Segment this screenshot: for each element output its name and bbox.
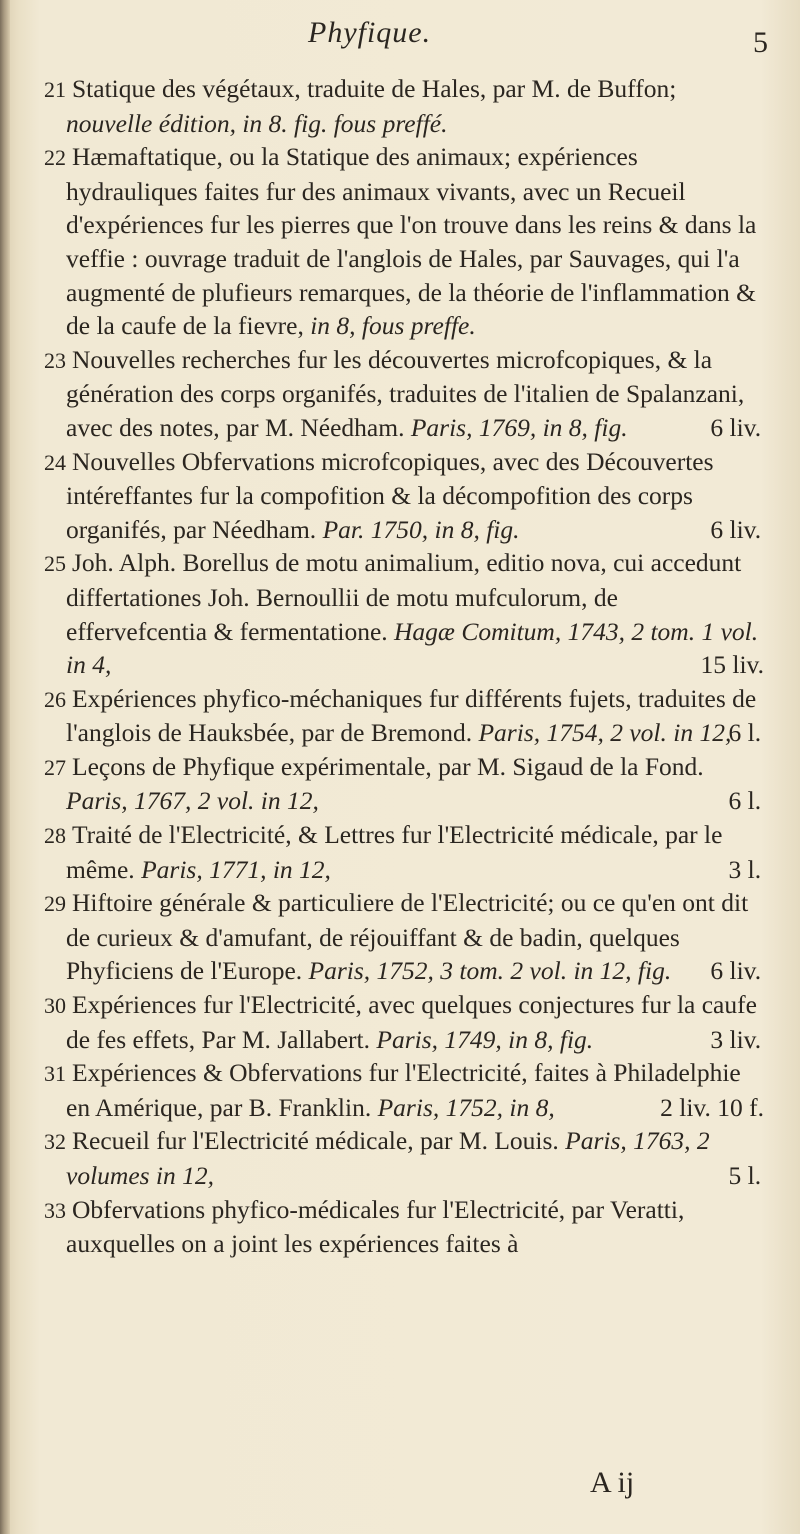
entry-number: 32: [44, 1129, 66, 1155]
entry-imprint: Paris, 1754, 2 vol. in 12,: [478, 718, 732, 748]
page-header: [60, 16, 770, 66]
entry-number: 26: [44, 686, 66, 712]
entry-text: Leçons de Phyfique expérimentale, par M. Sigaud de la Fond.: [72, 751, 704, 781]
entry-imprint: Paris, 1771, in 12,: [141, 854, 331, 884]
catalogue-entry: [44, 140, 764, 343]
entry-price: 2 liv. 10 f.: [660, 1092, 764, 1122]
entry-imprint: Paris, 1767, 2 vol. in 12,: [66, 786, 319, 816]
entry-number: 21: [44, 77, 66, 102]
entry-number: 23: [44, 347, 66, 373]
catalogue-entry: [44, 988, 764, 1056]
catalogue-entry: [44, 546, 764, 681]
entry-text: Expériences & Obfervations fur l'Electricité, faites à Philadelphie en Amérique, par B. Franklin.: [66, 1058, 741, 1122]
catalogue-entry: [44, 682, 764, 750]
entry-text: Recueil fur l'Electricité médicale, par M. Louis.: [72, 1126, 566, 1156]
running-title: Phyfique.: [308, 16, 432, 49]
entry-number: 33: [44, 1197, 66, 1223]
catalogue-entry: [44, 72, 764, 140]
entry-price: 6 l.: [728, 786, 762, 816]
entry-text: Expériences phyfico-méchaniques fur différents fujets, traduites de l'anglois de Hauksbée, par de Bremond.: [66, 683, 757, 748]
entry-imprint: Paris, 1752, 3 tom. 2 vol. in 12, fig.: [308, 956, 672, 986]
entry-imprint: Hagæ Comitum, 1743, 2 tom. 1 vol. in 4,: [66, 616, 759, 680]
entry-imprint: Paris, 1749, in 8, fig.: [376, 1024, 594, 1054]
entry-imprint: Par. 1750, in 8, fig.: [322, 514, 520, 544]
entry-number: 30: [44, 993, 66, 1019]
entry-number: 29: [44, 891, 66, 917]
entry-text: Hæmaftatique, ou la Statique des animaux; expériences hydrauliques faites fur des animaux vivants, avec un Recueil d'expériences fur les pierres que l'on trouve dans les reins & dans la veffie : ouvrage traduit de l'anglois de Hales, par Sauvages, qui l'a augmenté de plufieurs remarques, de la théorie de l'inflammation & de la caufe de la fievre,: [66, 142, 757, 341]
page-spine-edge: [0, 0, 10, 1534]
catalogue-entries: [44, 72, 764, 1261]
catalogue-entry: [44, 1124, 764, 1192]
catalogue-entry: [44, 1193, 764, 1261]
entry-number: 25: [44, 551, 66, 577]
entry-imprint: Paris, 1763, 2 volumes in 12,: [66, 1126, 710, 1190]
entry-price: 3 liv.: [710, 1024, 762, 1054]
entry-number: 22: [44, 145, 66, 171]
catalogue-entry: [44, 343, 764, 445]
entry-number: 27: [44, 754, 66, 780]
entry-number: 31: [44, 1061, 66, 1087]
entry-text: Nouvelles Obfervations microfcopiques, avec des Découvertes intéreffantes fur la compofition & la décompofition des corps organifés, par Néedham.: [66, 446, 714, 544]
entry-number: 28: [44, 823, 66, 849]
catalogue-entry: [44, 886, 764, 988]
catalogue-entry: [44, 445, 764, 547]
entry-imprint: Paris, 1769, in 8, fig.: [410, 412, 628, 442]
entry-price: 5 l.: [728, 1161, 762, 1190]
entry-price: 6 liv.: [710, 956, 762, 986]
entry-price: 15 liv.: [700, 650, 764, 680]
entry-imprint: in 8, fous preffe.: [310, 311, 476, 341]
entry-imprint: Paris, 1752, in 8,: [377, 1092, 555, 1122]
catalogue-entry: [44, 1056, 764, 1124]
page-number: 5: [753, 26, 768, 59]
entry-number: 24: [44, 449, 66, 475]
entry-text: Nouvelles recherches fur les découvertes microfcopiques, & la génération des corps organifés, traduites de l'italien de Spalanzani, avec des notes, par M. Néedham.: [66, 344, 745, 442]
entry-text: Joh. Alph. Borellus de motu animalium, editio nova, cui accedunt differtationes Joh. Bernoullii de motu mufculorum, de effervefcentia & fermentatione.: [66, 548, 742, 646]
entry-price: 6 liv.: [710, 514, 762, 544]
entry-price: 3 l.: [728, 854, 762, 884]
entry-text: Obfervations phyfico-médicales fur l'Electricité, par Veratti, auxquelles on a joint les expériences faites à: [66, 1194, 685, 1259]
entry-text: Statique des végétaux, traduite de Hales, par M. de Buffon;: [72, 74, 677, 103]
entry-text: Hiftoire générale & particuliere de l'Electricité; ou ce qu'en ont dit de curieux & d'amufant, de réjouiffant & de badin, quelques Phyficiens de l'Europe.: [66, 888, 749, 986]
entry-text: Traité de l'Electricité, & Lettres fur l'Electricité médicale, par le même.: [66, 820, 723, 884]
signature-mark: A ij: [590, 1466, 635, 1499]
catalogue-entry: [44, 818, 764, 886]
entry-text: Expériences fur l'Electricité, avec quelques conjectures fur la caufe de fes effets, Par M. Jallabert.: [66, 990, 757, 1054]
entry-price: 6 liv.: [710, 412, 762, 442]
entry-imprint: nouvelle édition, in 8. fig. fous preffé.: [66, 108, 448, 138]
entry-price: 6 l.: [728, 718, 762, 748]
catalogue-entry: [44, 750, 764, 818]
